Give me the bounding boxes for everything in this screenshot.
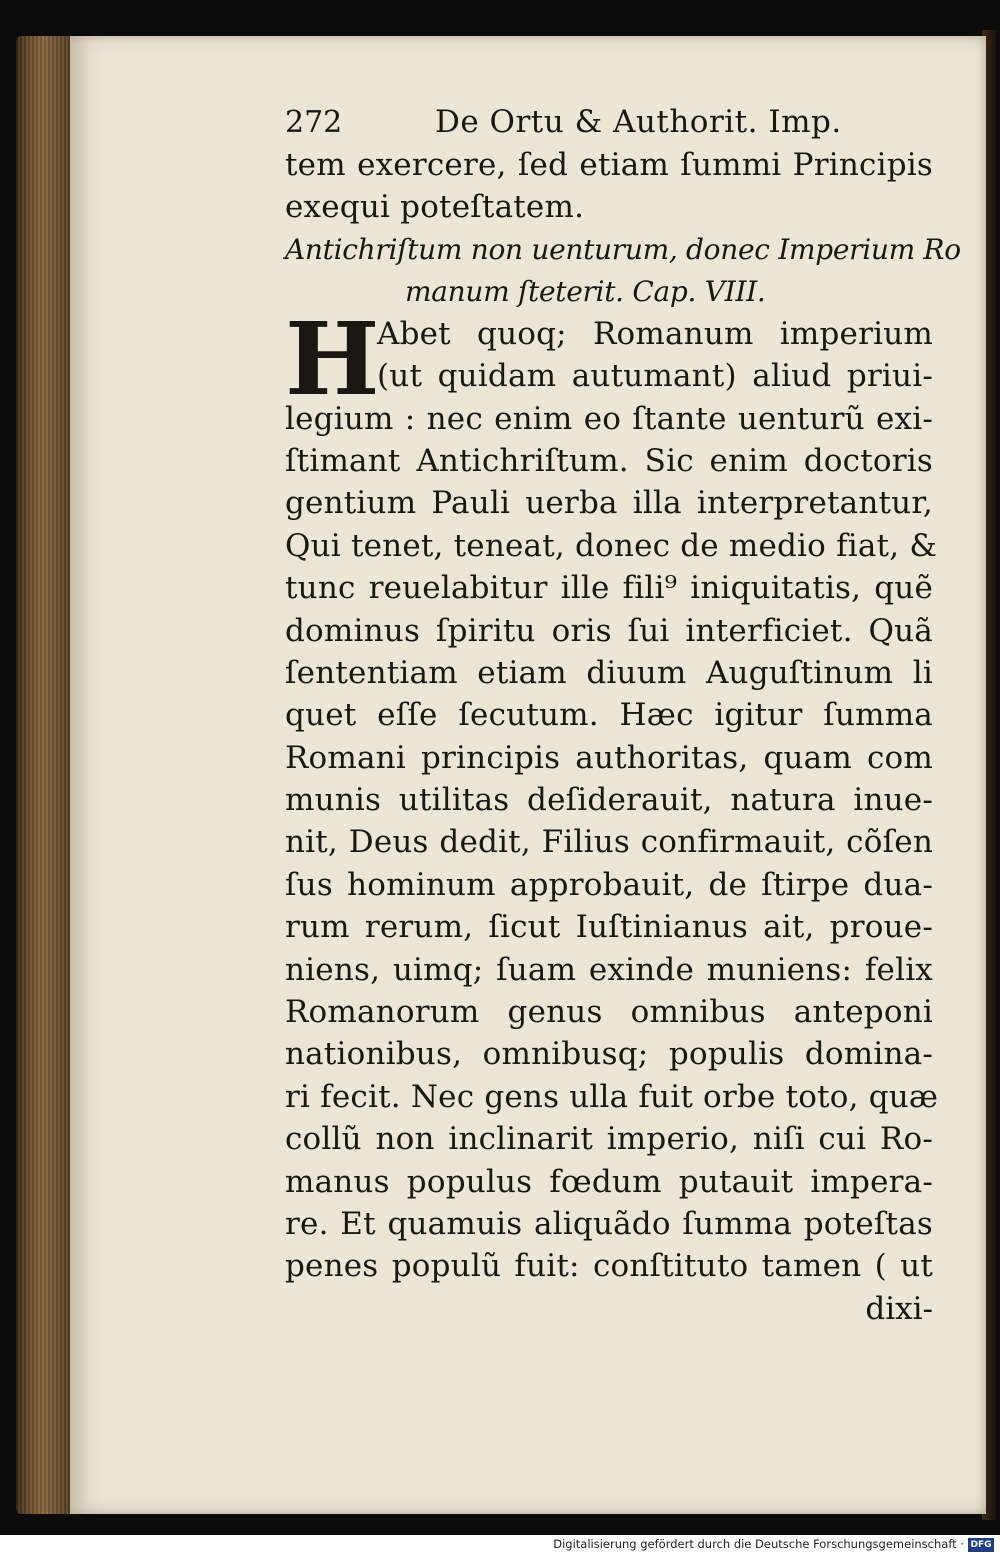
text-line: penes populũ fuit: conſtituto tamen ( ut <box>285 1248 933 1285</box>
text-line: nit, Deus dedit, Filius confirmauit, cõſen <box>285 824 933 861</box>
text-line: tunc reuelabitur ille fili⁹ iniquitatis, quẽ <box>285 570 933 607</box>
text-line: tem exercere, ſed etiam ſummi Principis <box>285 147 933 183</box>
chapter-title-line-2: manum ſteterit. Cap. VIII. <box>405 274 766 308</box>
text-line: Abet quoq; Romanum imperium <box>377 315 933 352</box>
text-line: Qui tenet, teneat, donec de medio fiat, & <box>285 527 938 564</box>
text-block <box>285 100 961 1330</box>
text-line: ri fecit. Nec gens ulla fuit orbe toto, quæ <box>285 1078 939 1115</box>
text-line: gentium Pauli uerba illa interpretantur, <box>285 485 933 522</box>
book-fore-edge <box>16 36 78 1514</box>
text-line: exequi poteſtatem. <box>285 189 585 226</box>
text-line: dominus ſpiritu oris ſui interficiet. Quã <box>285 612 933 649</box>
text-line: ſus hominum approbauit, de ſtirpe dua- <box>285 866 933 903</box>
text-line: Romani principis authoritas, quam com <box>285 739 933 776</box>
text-line: Romanorum genus omnibus anteponi <box>285 994 933 1031</box>
text-line: manus populus fœdum putauit impera- <box>285 1163 933 1200</box>
text-line: rum rerum, ſicut Iuſtinianus ait, proue- <box>285 909 933 946</box>
text-line: quet eſſe ſecutum. Hæc igitur ſumma <box>285 697 933 734</box>
text-line: (ut quidam autumant) aliud priui- <box>377 358 933 395</box>
text-line: munis utilitas deſiderauit, natura inue- <box>285 782 933 819</box>
text-line: ſtimant Antichriſtum. Sic enim doctoris <box>285 442 933 479</box>
chapter-title-line-1: Antichriſtum non uenturum, donec Imperium Ro <box>285 232 961 266</box>
page-number: 272 <box>285 105 343 140</box>
text-line: niens, uimq; ſuam exinde muniens: felix <box>285 951 933 988</box>
dfg-logo-icon: DFG <box>968 1538 994 1552</box>
text-line: re. Et quamuis aliquãdo ſumma poteſtas <box>285 1205 933 1242</box>
text-line: nationibus, omnibusq; populis domina- <box>285 1036 933 1073</box>
running-head-title: De Ortu & Authorit. Imp. <box>435 104 842 140</box>
text-line: collũ non inclinarit imperio, niſi cui Ro- <box>285 1121 933 1158</box>
catchword: dixi- <box>865 1290 933 1327</box>
text-line: ſententiam etiam diuum Auguſtinum li <box>285 654 933 691</box>
chapter-body <box>285 299 939 1330</box>
text-line: legium : nec enim eo ſtante uenturũ exi- <box>285 400 933 437</box>
running-head <box>285 100 933 144</box>
funding-credit: Digitalisierung gefördert durch die Deutsche Forschungsgemeinschaft · <box>553 1537 964 1551</box>
digitization-footer <box>0 1535 1000 1555</box>
drop-initial: H <box>285 299 380 418</box>
